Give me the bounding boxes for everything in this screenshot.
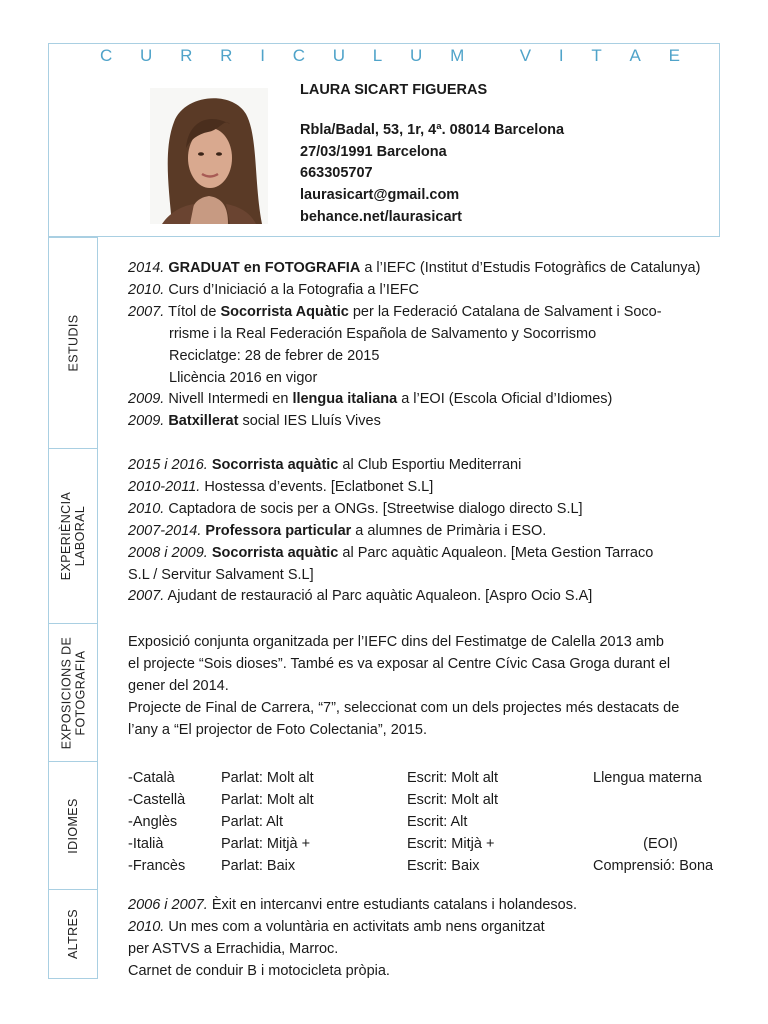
title-letter: E bbox=[668, 46, 680, 65]
title-letter: L bbox=[372, 46, 383, 65]
experiencia-entry: S.L / Servitur Salvament S.L] bbox=[128, 566, 314, 583]
written-level: Escrit: Alt bbox=[407, 813, 468, 830]
experiencia-entry: 2007-2014. Professora particular a alumnes de Primària i ESO. bbox=[128, 522, 547, 539]
entry-year: 2010. bbox=[128, 281, 165, 298]
person-name: LAURA SICART FIGUERAS bbox=[300, 82, 488, 98]
label-text bbox=[59, 636, 87, 749]
entry-year: 2008 i 2009. bbox=[128, 544, 208, 561]
idiomes-table bbox=[128, 768, 728, 878]
experiencia-entry: 2010-2011. Hostessa d’events. [Eclatbonet S.L] bbox=[128, 478, 434, 495]
title-letter: V bbox=[519, 46, 532, 65]
label-line-2: LABORAL bbox=[73, 505, 88, 567]
title-letter: I bbox=[260, 46, 265, 65]
entry-highlight: Socorrista aquàtic bbox=[211, 457, 339, 473]
title-letter: U bbox=[140, 46, 153, 65]
entry-highlight: Socorrista Aquàtic bbox=[220, 303, 349, 320]
entry-highlight: llengua italiana bbox=[292, 391, 398, 408]
altres-list bbox=[128, 895, 728, 983]
title-letter: U bbox=[332, 46, 346, 65]
entry-year: 2010. bbox=[128, 500, 165, 517]
language-row bbox=[128, 790, 728, 812]
estudis-list bbox=[128, 258, 728, 433]
cv-title bbox=[100, 46, 680, 66]
label-text bbox=[59, 492, 87, 580]
entry-year: 2006 i 2007. bbox=[128, 897, 208, 913]
experiencia-entry: 2010. Captadora de socis per a ONGs. [Streetwise dialogo directo S.L] bbox=[128, 500, 583, 517]
language-row bbox=[128, 812, 728, 834]
estudis-entry: Reciclatge: 28 de febrer de 2015 bbox=[169, 347, 380, 364]
entry-year: 2010. bbox=[128, 918, 165, 935]
exposicio-line: gener del 2014. bbox=[128, 677, 229, 694]
profile-photo bbox=[150, 88, 268, 224]
entry-year: 2010-2011. bbox=[128, 478, 201, 495]
language-note bbox=[593, 790, 728, 812]
language-name: -Català bbox=[128, 770, 175, 786]
address: Rbla/Badal, 53, 1r, 4ª. 08014 Barcelona bbox=[300, 121, 565, 138]
language-name: -Anglès bbox=[128, 813, 178, 830]
section-label-altres bbox=[48, 889, 98, 979]
estudis-entry: 2009. Nivell Intermedi en llengua italiana a l’EOI (Escola Oficial d’Idiomes) bbox=[128, 391, 613, 408]
experiencia-entry: 2008 i 2009. Socorrista aquàtic al Parc aquàtic Aqualeon. [Meta Gestion Tarraco bbox=[128, 544, 654, 561]
label-text: ESTUDIS bbox=[66, 314, 81, 372]
spoken-level: Parlat: Mitjà + bbox=[221, 835, 311, 852]
section-label-idiomes bbox=[48, 761, 98, 890]
entry-year: 2015 i 2016. bbox=[128, 457, 208, 473]
exposicio-line: Projecte de Final de Carrera, “7”, seleccionat com un dels projectes més destacats de bbox=[128, 699, 680, 716]
section-label-experiencia bbox=[48, 448, 98, 624]
estudis-entry: 2014. GRADUAT en FOTOGRAFIA a l’IEFC (Institut d’Estudis Fotogràfics de Catalunya) bbox=[128, 260, 701, 276]
title-letter: R bbox=[220, 46, 233, 65]
written-level: Escrit: Baix bbox=[407, 857, 480, 874]
label-text: IDIOMES bbox=[66, 797, 80, 854]
experiencia-entry: 2015 i 2016. Socorrista aquàtic al Club Esportiu Mediterrani bbox=[128, 457, 522, 473]
phone: 663305707 bbox=[300, 165, 373, 182]
birth-date-place: 27/03/1991 Barcelona bbox=[300, 143, 447, 160]
entry-highlight: Professora particular bbox=[205, 522, 352, 539]
language-row bbox=[128, 768, 728, 790]
entry-year: 2014. bbox=[128, 260, 165, 276]
language-name: -Castellà bbox=[128, 791, 186, 808]
spoken-level: Parlat: Alt bbox=[221, 813, 284, 830]
title-letter: U bbox=[410, 46, 423, 65]
entry-year: 2007-2014. bbox=[128, 522, 202, 539]
language-note: Llengua materna bbox=[593, 770, 702, 786]
title-letter: T bbox=[591, 46, 602, 65]
entry-year: 2009. bbox=[128, 413, 165, 430]
title-letter: C bbox=[100, 46, 113, 65]
altres-entry: 2010. Un mes com a voluntària en activitats amb nens organitzat bbox=[128, 918, 545, 935]
entry-highlight: GRADUAT en FOTOGRAFIA bbox=[168, 260, 361, 276]
experiencia-list bbox=[128, 455, 728, 608]
altres-entry: Carnet de conduir B i motocicleta pròpia. bbox=[128, 962, 390, 979]
altres-entry: 2006 i 2007. Èxit en intercanvi entre estudiants catalans i holandesos. bbox=[128, 897, 577, 913]
title-letter: A bbox=[629, 46, 641, 65]
label-line-1: EXPERIÈNCIA bbox=[59, 491, 74, 581]
section-label-estudis bbox=[48, 237, 98, 449]
label-line-1: EXPOSICIONS DE bbox=[59, 636, 74, 749]
written-level: Escrit: Molt alt bbox=[407, 770, 499, 786]
altres-entry: per ASTVS a Errachidia, Marroc. bbox=[128, 940, 339, 957]
spoken-level: Parlat: Molt alt bbox=[221, 770, 314, 786]
language-note: Comprensió: Bona bbox=[593, 857, 714, 874]
spoken-level: Parlat: Molt alt bbox=[221, 791, 314, 808]
estudis-entry: Llicència 2016 en vigor bbox=[169, 369, 318, 386]
language-note: (EOI) bbox=[643, 835, 678, 852]
language-name: -Italià bbox=[128, 835, 164, 852]
entry-highlight: Socorrista aquàtic bbox=[211, 544, 339, 561]
label-text: ALTRES bbox=[66, 908, 81, 960]
entry-highlight: Batxillerat bbox=[168, 413, 239, 430]
estudis-entry: 2009. Batxillerat social IES Lluís Vives bbox=[128, 413, 381, 430]
title-letter: I bbox=[558, 46, 564, 65]
exposicions-text bbox=[128, 632, 728, 742]
label-line-2: FOTOGRAFIA bbox=[73, 649, 88, 736]
exposicio-line: l’any a “El projector de Foto Colectania”, 2015. bbox=[128, 721, 428, 738]
contact-block bbox=[300, 80, 564, 229]
language-note bbox=[593, 812, 728, 834]
experiencia-entry: 2007. Ajudant de restauració al Parc aquàtic Aqualeon. [Aspro Ocio S.A] bbox=[128, 588, 593, 605]
title-letter: C bbox=[292, 46, 305, 65]
language-row bbox=[128, 856, 728, 878]
email: laurasicart@gmail.com bbox=[300, 187, 460, 204]
portfolio-url: behance.net/laurasicart bbox=[300, 208, 462, 225]
language-row bbox=[128, 834, 728, 856]
languages-table bbox=[128, 768, 728, 878]
exposicio-line: el projecte “Sois dioses”. També es va exposar al Centre Cívic Casa Groga durant el bbox=[128, 655, 671, 672]
estudis-entry: 2007. Títol de Socorrista Aquàtic per la Federació Catalana de Salvament i Soco- bbox=[128, 303, 662, 320]
exposicio-line: Exposició conjunta organitzada per l’IEFC dins del Festimatge de Calella 2013 amb bbox=[128, 634, 664, 650]
title-letter: R bbox=[180, 46, 193, 65]
written-level: Escrit: Molt alt bbox=[407, 791, 499, 808]
language-name: -Francès bbox=[128, 857, 186, 874]
written-level: Escrit: Mitjà + bbox=[407, 835, 495, 852]
title-letter: M bbox=[450, 46, 465, 65]
estudis-entry: 2010. Curs d’Iniciació a la Fotografia a l’IEFC bbox=[128, 281, 419, 298]
estudis-entry: rrisme i la Real Federación Española de Salvamento y Socorrismo bbox=[169, 325, 597, 342]
entry-year: 2007. bbox=[128, 588, 165, 605]
spoken-level: Parlat: Baix bbox=[221, 857, 296, 874]
section-label-exposicions bbox=[48, 623, 98, 762]
entry-year: 2007. bbox=[128, 303, 165, 320]
entry-year: 2009. bbox=[128, 391, 165, 408]
